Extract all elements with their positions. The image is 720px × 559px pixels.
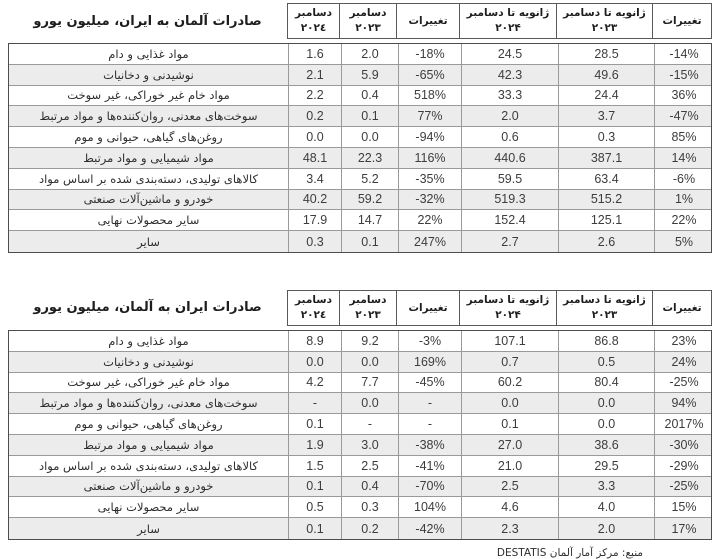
value-cell: 28.5 <box>558 44 654 64</box>
source-note: منبع: مرکز آمار آلمان DESTATIS <box>496 546 643 559</box>
row-label: روغن‌های گیاهی، حیوانی و موم <box>74 130 223 145</box>
value-cell: 107.1 <box>461 331 558 351</box>
column-header <box>287 3 340 39</box>
value-cell: -3% <box>398 331 461 351</box>
value-cell: 1.5 <box>288 456 341 476</box>
value-cell: 29.5 <box>558 456 654 476</box>
column-header <box>340 290 397 326</box>
value-cell: 2.0 <box>341 44 398 64</box>
column-header-year: ۲۰۲٤ <box>300 308 327 321</box>
value-cell: 48.1 <box>288 148 341 168</box>
value-cell: 152.4 <box>461 210 558 230</box>
table-row <box>9 373 711 394</box>
value-cell: 2.7 <box>461 231 558 252</box>
row-label: سایر محصولات نهایی <box>97 213 200 228</box>
row-label: سوخت‌های معدنی، روان‌کننده‌ها و مواد مرتبط <box>39 109 258 124</box>
row-label: مواد خام غیر خوراکی، غیر سوخت <box>67 375 230 390</box>
value-cell: -29% <box>654 456 713 476</box>
value-cell: 33.3 <box>461 86 558 106</box>
table-row <box>9 352 711 373</box>
table-row <box>9 65 711 86</box>
value-cell: 440.6 <box>461 148 558 168</box>
value-cell: 0.3 <box>341 497 398 517</box>
row-label: مواد غذایی و دام <box>108 46 189 61</box>
column-header-line1: دسامبر <box>295 294 332 307</box>
value-cell: 14.7 <box>341 210 398 230</box>
value-cell: 2.1 <box>288 65 341 85</box>
column-header-line1: دسامبر <box>349 294 387 307</box>
table-row <box>9 231 711 252</box>
value-cell: 0.6 <box>461 127 558 147</box>
table-row <box>9 169 711 190</box>
column-header-year: ۲۰۲۳ <box>591 308 618 321</box>
table-row <box>9 393 711 414</box>
value-cell: 63.4 <box>558 169 654 189</box>
row-label: مواد شیمیایی و مواد مرتبط <box>83 437 214 452</box>
value-cell: -41% <box>398 456 461 476</box>
value-cell: 38.6 <box>558 435 654 455</box>
value-cell: 24.4 <box>558 86 654 106</box>
row-label: نوشیدنی و دخانیات <box>103 67 194 82</box>
germany-exports-to-iran-table <box>8 3 712 253</box>
value-cell: 4.6 <box>461 497 558 517</box>
value-cell: 2.5 <box>341 456 398 476</box>
row-label: مواد خام غیر خوراکی، غیر سوخت <box>67 88 230 103</box>
value-cell: 0.2 <box>341 518 398 539</box>
value-cell: -47% <box>654 106 713 126</box>
table-row <box>9 106 711 127</box>
column-header-line1: ژانویه تا دسامبر <box>466 7 550 20</box>
value-cell: 518% <box>398 86 461 106</box>
value-cell: 0.1 <box>288 518 341 539</box>
value-cell: 2.6 <box>558 231 654 252</box>
value-cell: 24% <box>654 352 713 372</box>
column-header-year: ۲۰۲۳ <box>591 22 618 34</box>
value-cell: -30% <box>654 435 713 455</box>
column-header-line1: تغییرات <box>662 14 702 27</box>
column-header-year: ۲۰۲٤ <box>300 22 327 34</box>
value-cell: 0.5 <box>558 352 654 372</box>
value-cell: 3.3 <box>558 477 654 497</box>
value-cell: -6% <box>654 169 713 189</box>
value-cell: 8.9 <box>288 331 341 351</box>
value-cell: -38% <box>398 435 461 455</box>
value-cell: 0.1 <box>288 477 341 497</box>
row-label: سایر <box>137 234 160 249</box>
column-header <box>653 290 712 326</box>
value-cell: 0.3 <box>288 231 341 252</box>
value-cell: 0.0 <box>341 352 398 372</box>
row-label: خودرو و ماشین‌آلات صنعتی <box>83 192 214 207</box>
table-row <box>9 127 711 148</box>
value-cell: 0.1 <box>288 414 341 434</box>
value-cell: 27.0 <box>461 435 558 455</box>
value-cell: 4.0 <box>558 497 654 517</box>
column-header <box>653 3 712 39</box>
value-cell: -32% <box>398 190 461 210</box>
value-cell: 36% <box>654 86 713 106</box>
value-cell: -42% <box>398 518 461 539</box>
value-cell: 0.0 <box>461 393 558 413</box>
value-cell: 2.5 <box>461 477 558 497</box>
table-row <box>9 86 711 107</box>
value-cell: 2.3 <box>461 518 558 539</box>
column-header-line1: ژانویه تا دسامبر <box>466 294 550 307</box>
column-header <box>287 290 340 326</box>
table-row <box>9 518 711 539</box>
table-body <box>8 43 712 253</box>
column-header-line1: تغییرات <box>662 301 702 314</box>
value-cell: 14% <box>654 148 713 168</box>
value-cell: -35% <box>398 169 461 189</box>
column-header-year: ۲۰۲۴ <box>495 22 521 34</box>
value-cell: 0.0 <box>558 393 654 413</box>
iran-exports-to-germany-table <box>8 290 712 540</box>
value-cell: 5.9 <box>341 65 398 85</box>
row-label: روغن‌های گیاهی، حیوانی و موم <box>74 417 223 432</box>
value-cell: 4.2 <box>288 373 341 393</box>
value-cell: 125.1 <box>558 210 654 230</box>
table-row <box>9 210 711 231</box>
value-cell: 1.9 <box>288 435 341 455</box>
column-header-line1: دسامبر <box>349 7 387 20</box>
row-label: خودرو و ماشین‌آلات صنعتی <box>83 479 214 494</box>
value-cell: 22% <box>398 210 461 230</box>
value-cell: 104% <box>398 497 461 517</box>
column-header-year: ۲۰۲۴ <box>495 308 521 321</box>
value-cell: -14% <box>654 44 713 64</box>
value-cell: 0.4 <box>341 86 398 106</box>
value-cell: 94% <box>654 393 713 413</box>
table-row <box>9 456 711 477</box>
row-label: سایر محصولات نهایی <box>97 500 200 515</box>
value-cell: -45% <box>398 373 461 393</box>
column-header <box>557 290 653 326</box>
value-cell: 2.2 <box>288 86 341 106</box>
value-cell: - <box>398 414 461 434</box>
value-cell: 0.0 <box>288 352 341 372</box>
value-cell: -25% <box>654 373 713 393</box>
value-cell: -65% <box>398 65 461 85</box>
table-row <box>9 497 711 518</box>
column-header-line1: دسامبر <box>295 7 332 20</box>
value-cell: 0.2 <box>288 106 341 126</box>
table-header-row <box>8 3 712 39</box>
value-cell: 519.3 <box>461 190 558 210</box>
value-cell: 387.1 <box>558 148 654 168</box>
value-cell: 2.0 <box>558 518 654 539</box>
value-cell: -15% <box>654 65 713 85</box>
table-row <box>9 44 711 65</box>
value-cell: 49.6 <box>558 65 654 85</box>
value-cell: 169% <box>398 352 461 372</box>
row-label: مواد شیمیایی و مواد مرتبط <box>83 150 214 165</box>
value-cell: 59.2 <box>341 190 398 210</box>
table-title: صادرات ایران به آلمان، میلیون یورو <box>33 300 262 316</box>
column-header-line1: تغییرات <box>408 14 448 27</box>
column-header <box>340 3 397 39</box>
value-cell: 3.7 <box>558 106 654 126</box>
table-row <box>9 148 711 169</box>
value-cell: 247% <box>398 231 461 252</box>
value-cell: 0.1 <box>341 231 398 252</box>
value-cell: 0.7 <box>461 352 558 372</box>
value-cell: 3.4 <box>288 169 341 189</box>
value-cell: 515.2 <box>558 190 654 210</box>
value-cell: 22% <box>654 210 713 230</box>
value-cell: 2017% <box>654 414 713 434</box>
value-cell: 0.1 <box>461 414 558 434</box>
value-cell: 40.2 <box>288 190 341 210</box>
value-cell: -70% <box>398 477 461 497</box>
value-cell: - <box>341 414 398 434</box>
value-cell: -18% <box>398 44 461 64</box>
table-body <box>8 330 712 540</box>
table-row <box>9 414 711 435</box>
row-label: سوخت‌های معدنی، روان‌کننده‌ها و مواد مرتبط <box>39 396 258 411</box>
column-header-year: ۲۰۲۳ <box>355 308 381 321</box>
value-cell: 0.0 <box>288 127 341 147</box>
value-cell: 80.4 <box>558 373 654 393</box>
value-cell: 1% <box>654 190 713 210</box>
column-header-line1: ژانویه تا دسامبر <box>563 7 646 20</box>
column-header <box>460 3 557 39</box>
table-title: صادرات آلمان به ایران، میلیون یورو <box>33 13 262 29</box>
value-cell: 5.2 <box>341 169 398 189</box>
table-row <box>9 477 711 498</box>
value-cell: 22.3 <box>341 148 398 168</box>
column-header <box>460 290 557 326</box>
value-cell: 17.9 <box>288 210 341 230</box>
row-label: سایر <box>137 521 160 536</box>
row-label: نوشیدنی و دخانیات <box>103 354 194 369</box>
value-cell: 42.3 <box>461 65 558 85</box>
value-cell: - <box>398 393 461 413</box>
value-cell: 0.4 <box>341 477 398 497</box>
table-row <box>9 331 711 352</box>
value-cell: 85% <box>654 127 713 147</box>
value-cell: 59.5 <box>461 169 558 189</box>
value-cell: 0.0 <box>341 393 398 413</box>
value-cell: 1.6 <box>288 44 341 64</box>
column-header <box>397 290 460 326</box>
value-cell: 7.7 <box>341 373 398 393</box>
row-label: کالاهای تولیدی، دسته‌بندی شده بر اساس مواد <box>38 171 259 186</box>
table-row <box>9 190 711 211</box>
value-cell: -25% <box>654 477 713 497</box>
column-header <box>557 3 653 39</box>
value-cell: 15% <box>654 497 713 517</box>
column-header-line1: ژانویه تا دسامبر <box>563 294 646 307</box>
value-cell: 0.5 <box>288 497 341 517</box>
column-header-line1: تغییرات <box>408 301 448 314</box>
column-header <box>397 3 460 39</box>
value-cell: 2.0 <box>461 106 558 126</box>
value-cell: 23% <box>654 331 713 351</box>
table-row <box>9 435 711 456</box>
value-cell: 0.1 <box>341 106 398 126</box>
value-cell: 21.0 <box>461 456 558 476</box>
value-cell: 77% <box>398 106 461 126</box>
value-cell: 86.8 <box>558 331 654 351</box>
row-label: مواد غذایی و دام <box>108 333 189 348</box>
value-cell: 116% <box>398 148 461 168</box>
value-cell: -94% <box>398 127 461 147</box>
table-header-row <box>8 290 712 326</box>
value-cell: 0.0 <box>341 127 398 147</box>
value-cell: 3.0 <box>341 435 398 455</box>
value-cell: 5% <box>654 231 713 252</box>
value-cell: 17% <box>654 518 713 539</box>
value-cell: 0.3 <box>558 127 654 147</box>
column-header-year: ۲۰۲۳ <box>355 22 381 34</box>
value-cell: - <box>288 393 341 413</box>
value-cell: 60.2 <box>461 373 558 393</box>
row-label: کالاهای تولیدی، دسته‌بندی شده بر اساس مواد <box>38 458 259 473</box>
value-cell: 9.2 <box>341 331 398 351</box>
value-cell: 24.5 <box>461 44 558 64</box>
value-cell: 0.0 <box>558 414 654 434</box>
